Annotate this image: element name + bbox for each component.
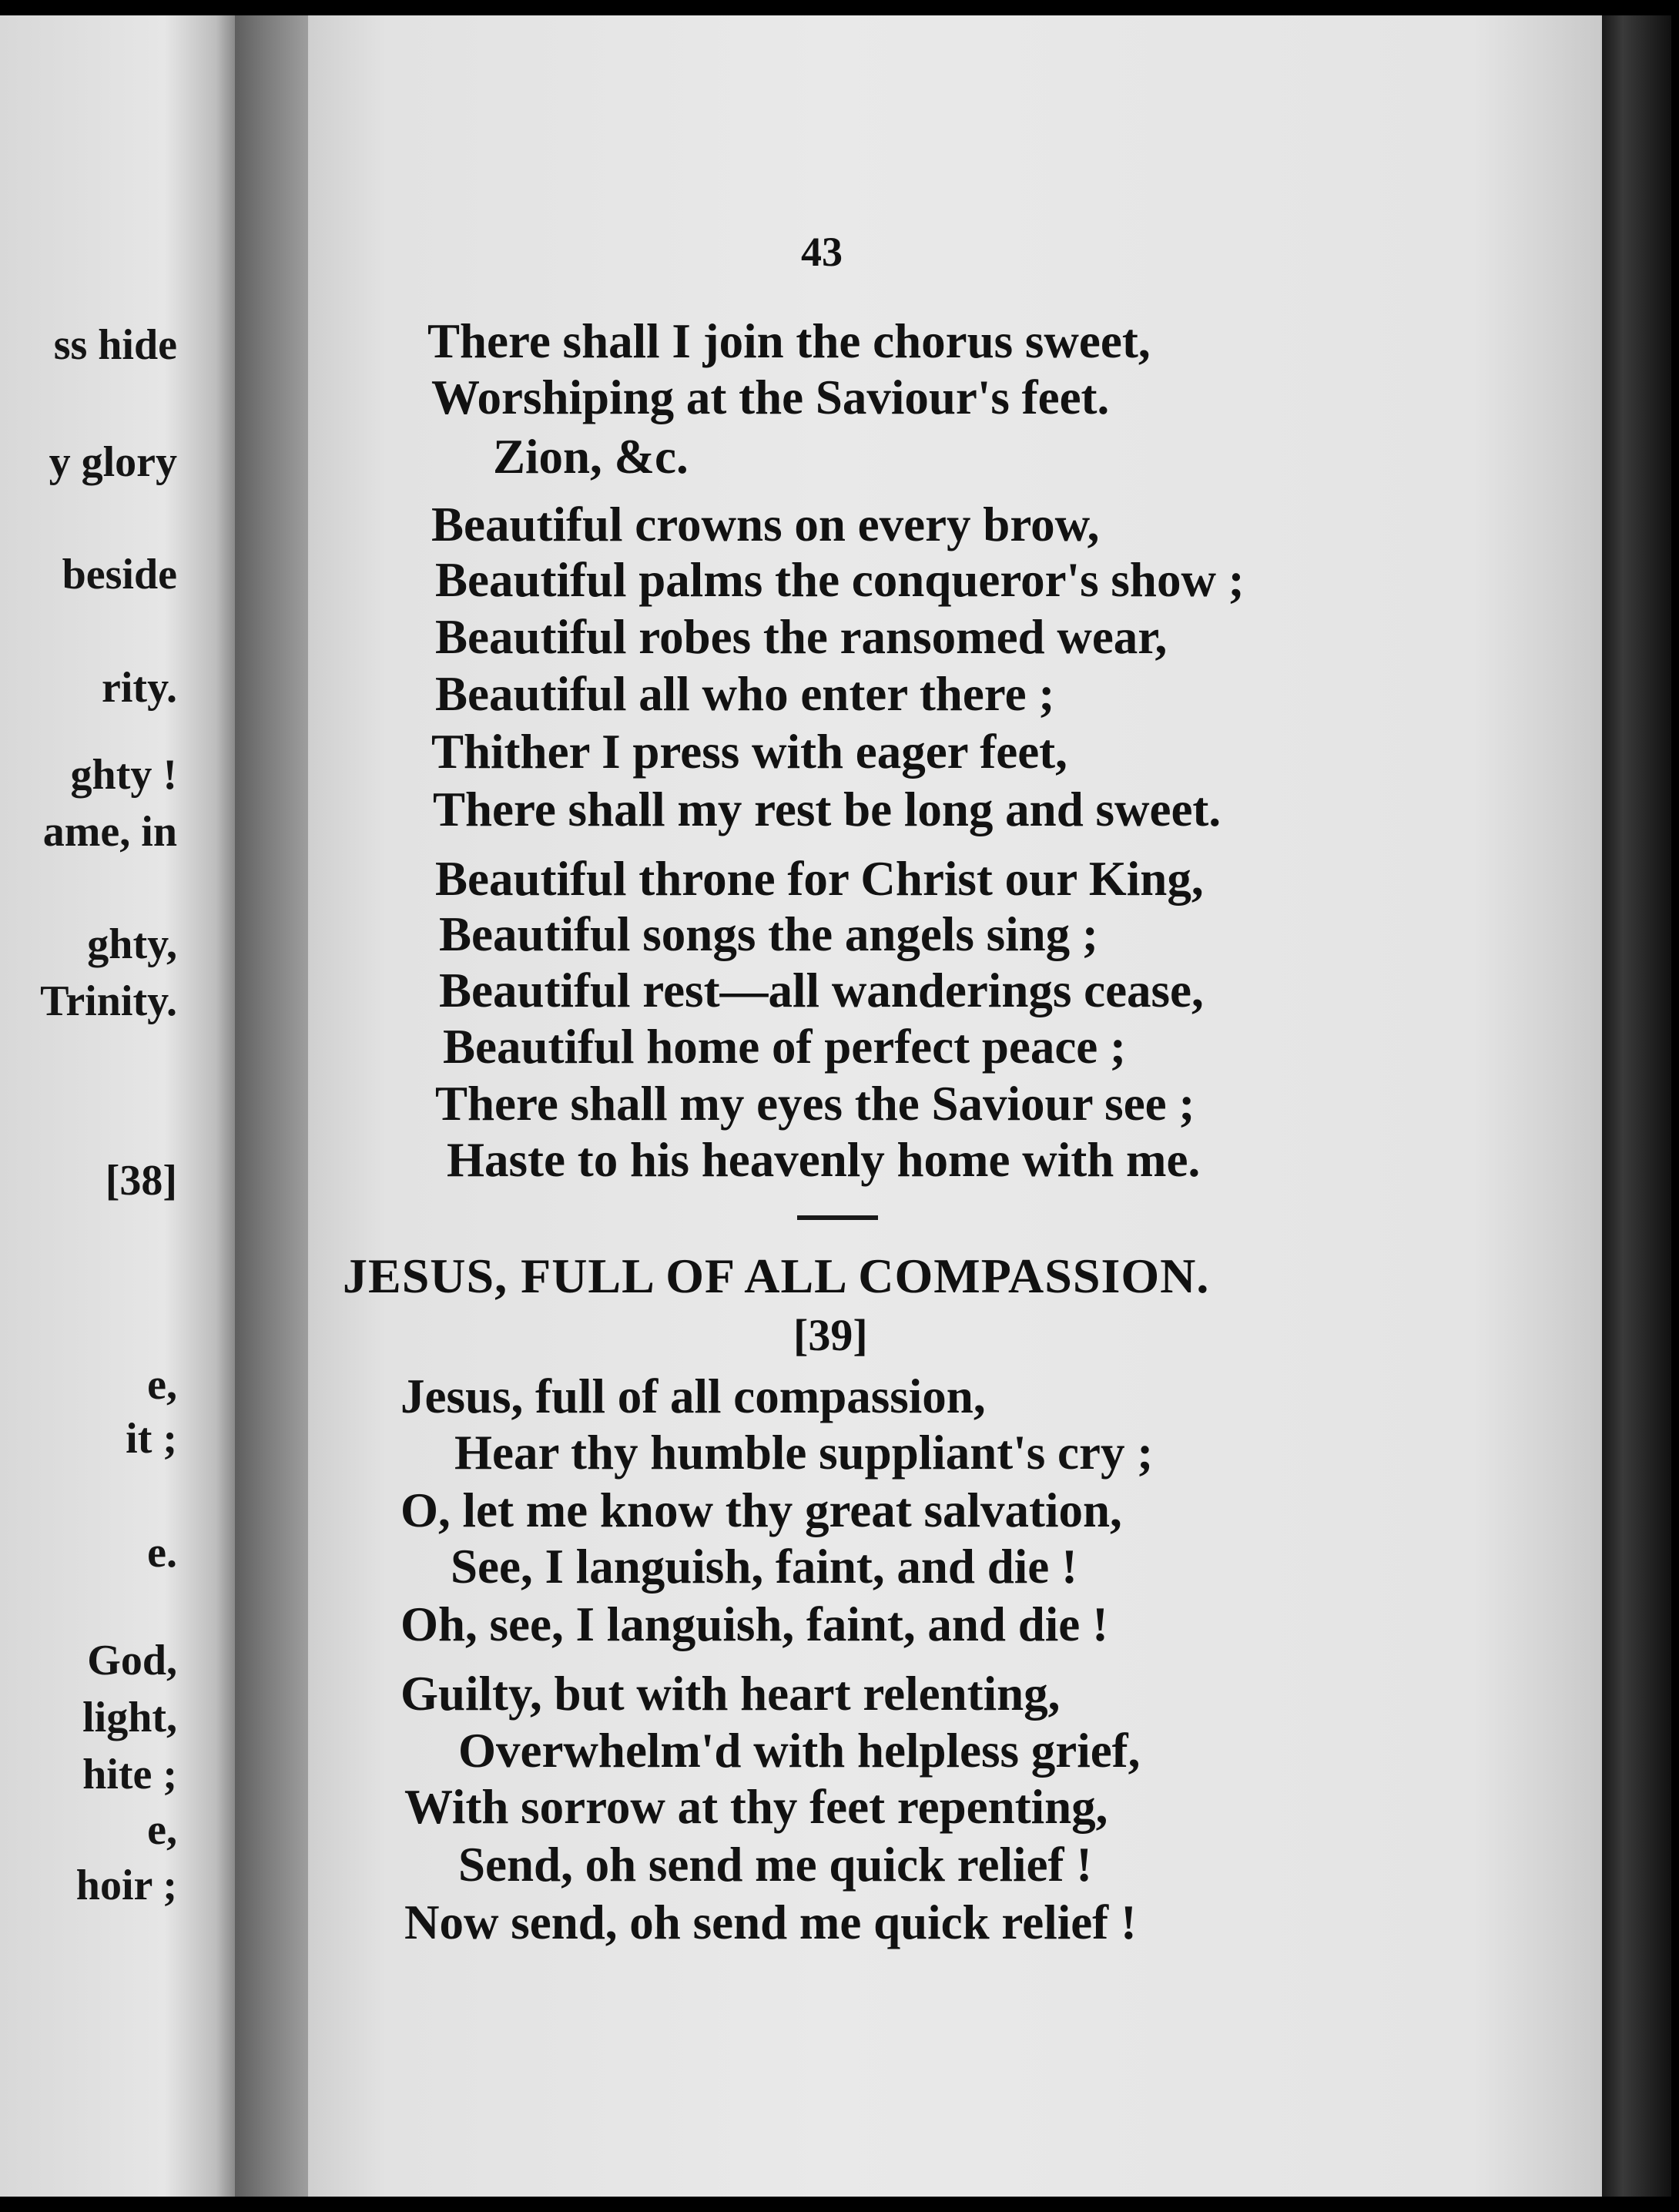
left-page-line: ghty, xyxy=(87,920,177,968)
left-page-line: e, xyxy=(147,1361,177,1409)
left-page-line: hoir ; xyxy=(75,1862,177,1909)
verse-line: Beautiful songs the angels sing ; xyxy=(439,907,1098,961)
verse-line: See, I languish, faint, and die ! xyxy=(451,1540,1077,1594)
verse-line: O, let me know thy great salvation, xyxy=(400,1483,1122,1537)
page-edge xyxy=(1602,15,1671,2197)
verse-line: Overwhelm'd with helpless grief, xyxy=(458,1724,1141,1778)
verse-line: Beautiful throne for Christ our King, xyxy=(435,852,1204,906)
verse-line: With sorrow at thy feet repenting, xyxy=(404,1780,1108,1834)
verse-line: Oh, see, I languish, faint, and die ! xyxy=(400,1597,1108,1651)
hymn-number: [39] xyxy=(793,1310,868,1360)
left-page-line: ame, in xyxy=(42,808,177,856)
verse-line: Beautiful robes the ransomed wear, xyxy=(435,610,1168,664)
verse-line: Haste to his heavenly home with me. xyxy=(447,1133,1201,1187)
left-page-line: y glory xyxy=(49,438,177,486)
chorus-reference: Zion, &c. xyxy=(493,430,689,484)
left-page-line: ghty ! xyxy=(70,751,177,799)
left-page-line: light, xyxy=(82,1694,177,1741)
left-page-line: it ; xyxy=(126,1415,177,1463)
left-page-line: God, xyxy=(87,1637,177,1684)
hymn-title: JESUS, FULL OF ALL COMPASSION. xyxy=(343,1248,1210,1303)
verse-line: There shall I join the chorus sweet, xyxy=(427,314,1151,368)
verse-line: Beautiful all who enter there ; xyxy=(435,667,1055,721)
verse-line: Now send, oh send me quick relief ! xyxy=(404,1895,1137,1949)
verse-line: Beautiful palms the conqueror's show ; xyxy=(435,553,1245,607)
left-page-line: e. xyxy=(147,1529,177,1577)
verse-line: Hear thy humble suppliant's cry ; xyxy=(454,1426,1154,1480)
left-page-line: beside xyxy=(62,551,177,598)
verse-line: There shall my eyes the Saviour see ; xyxy=(435,1077,1195,1131)
left-page-line: hite ; xyxy=(82,1751,177,1798)
verse-line: Guilty, but with heart relenting, xyxy=(400,1667,1061,1721)
left-page-line: e, xyxy=(147,1806,177,1854)
left-page-line: ss hide xyxy=(53,321,177,369)
left-page xyxy=(0,15,235,2197)
book-gutter xyxy=(235,15,308,2197)
verse-line: Send, oh send me quick relief ! xyxy=(458,1838,1093,1892)
verse-line: There shall my rest be long and sweet. xyxy=(433,783,1222,836)
verse-line: Worshiping at the Saviour's feet. xyxy=(431,370,1110,424)
section-divider xyxy=(797,1215,878,1220)
verse-line: Beautiful crowns on every brow, xyxy=(431,498,1100,551)
page-number: 43 xyxy=(801,229,843,275)
verse-line: Beautiful home of perfect peace ; xyxy=(443,1020,1126,1074)
left-page-line: Trinity. xyxy=(40,977,177,1025)
left-page-hymn-number: [38] xyxy=(105,1157,177,1205)
verse-line: Thither I press with eager feet, xyxy=(431,725,1067,779)
verse-line: Beautiful rest—all wanderings cease, xyxy=(439,964,1204,1017)
verse-line: Jesus, full of all compassion, xyxy=(400,1369,986,1423)
left-page-line: rity. xyxy=(102,664,177,712)
